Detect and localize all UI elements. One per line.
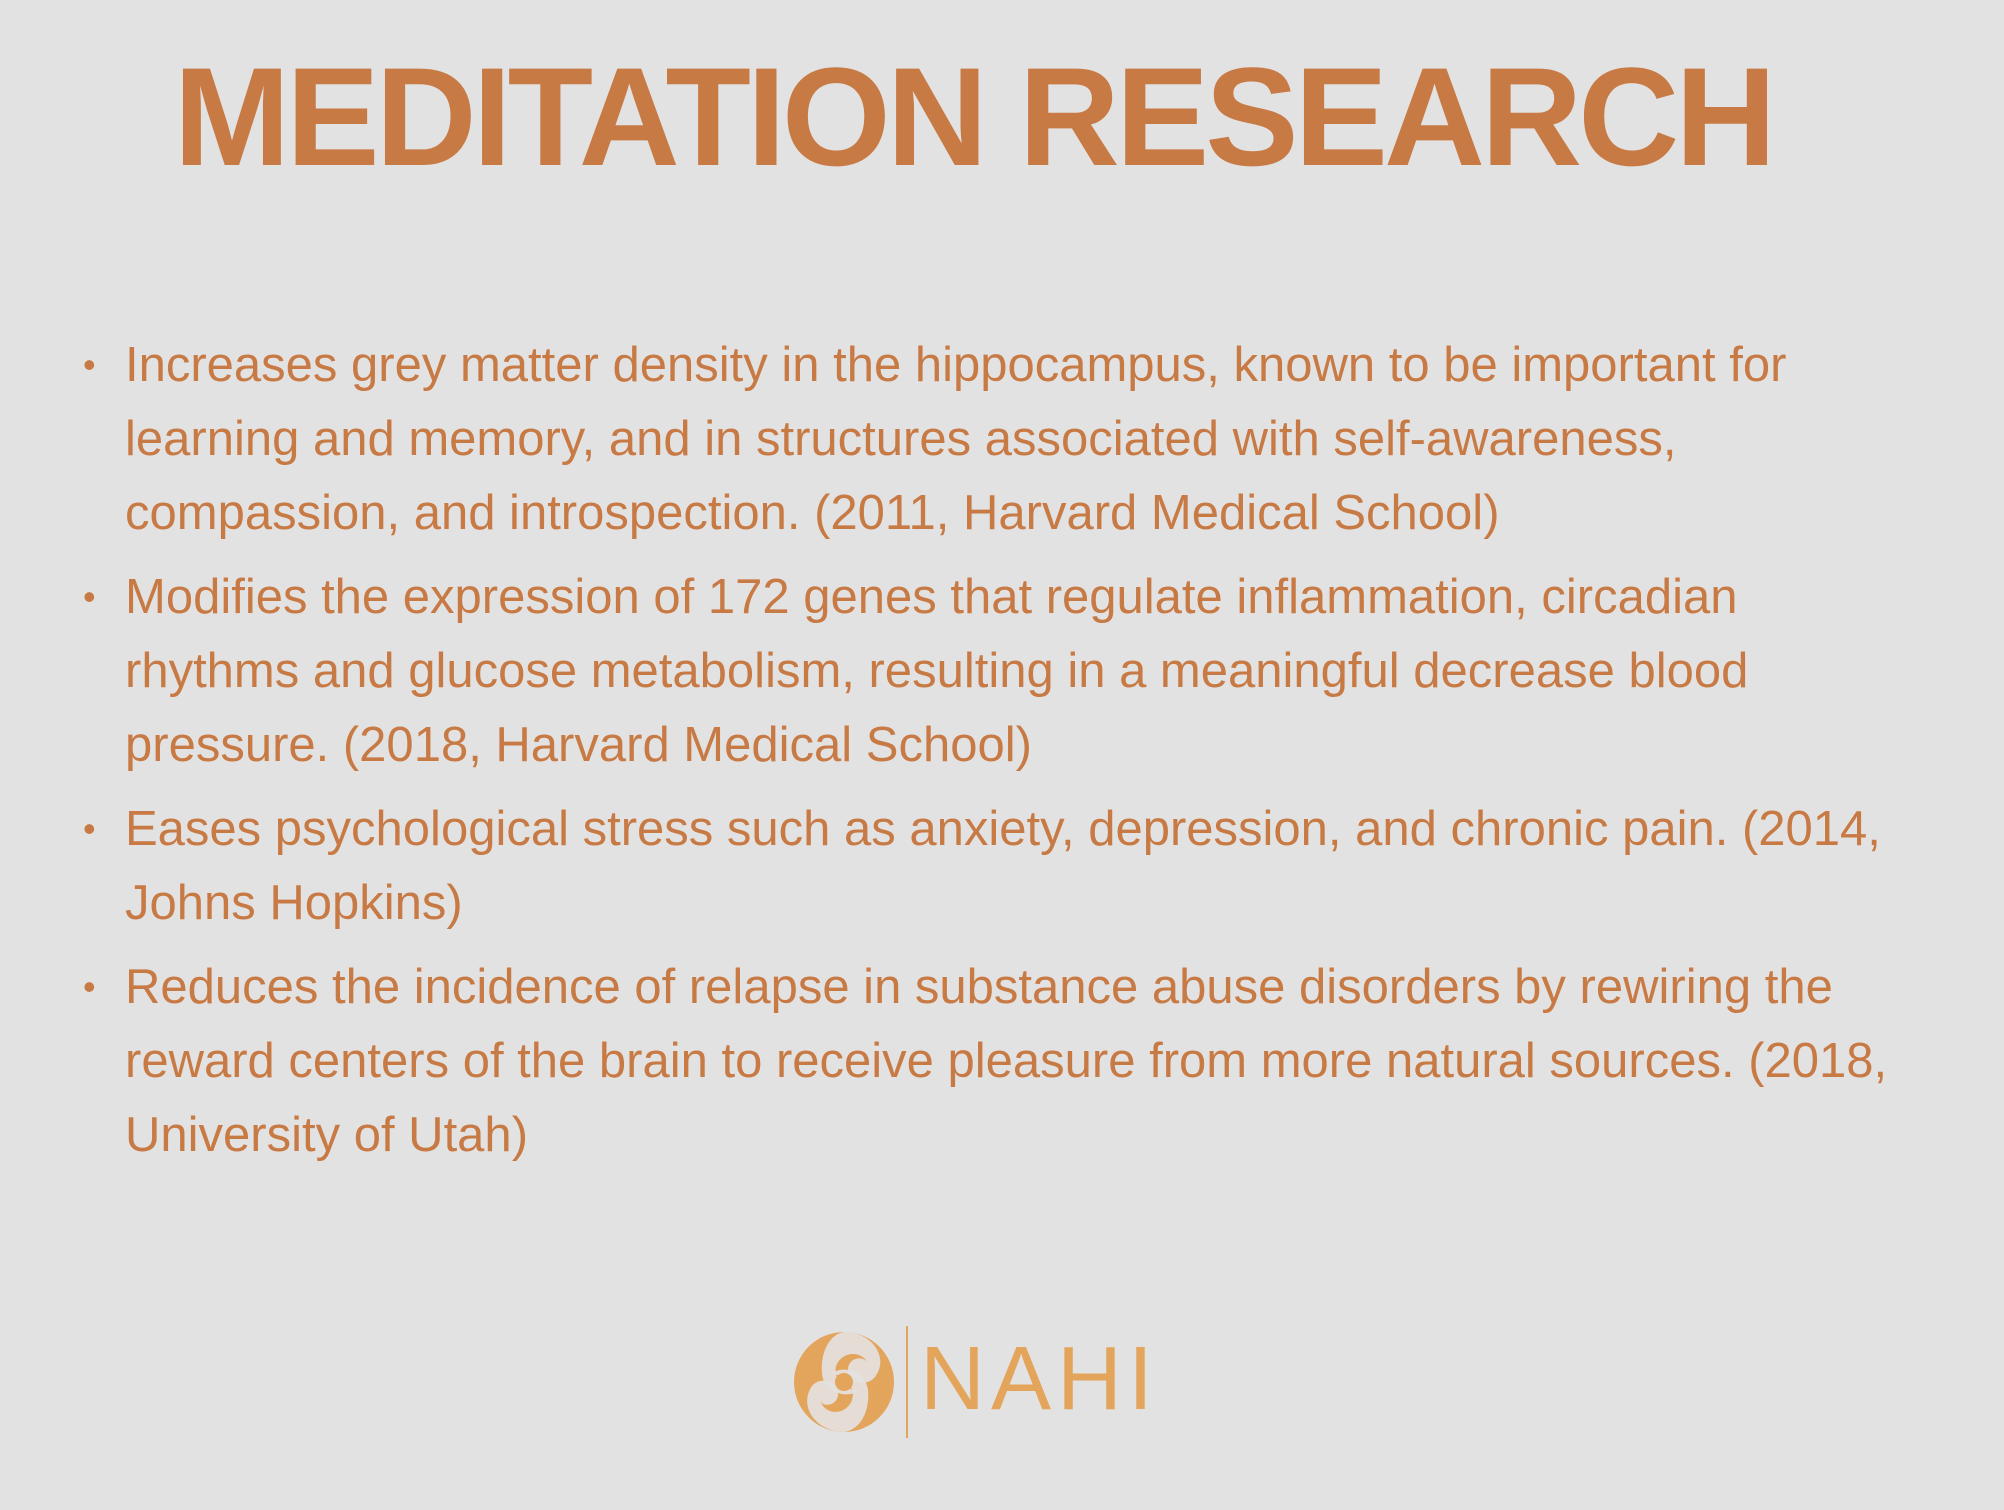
swirl-logo-icon (786, 1322, 906, 1442)
logo-text: NAHI (920, 1329, 1160, 1429)
bullet-list (80, 328, 1900, 1182)
bullet-item (80, 950, 1900, 1172)
bullet-text: Modifies the expression of 172 genes that regulate inflammation, circadian rhythms and glucose metabolism, resulting in a meaningful decrease blood pressure. (2018, Harvard Medical School) (125, 570, 1749, 772)
bullet-dot-icon: • (83, 344, 96, 385)
bullet-text: Increases grey matter density in the hippocampus, known to be important for learning and memory, and in structures associated with self-awareness, compassion, and introspection. (2011, Harvard Medical School) (125, 338, 1787, 540)
bullet-text: Reduces the incidence of relapse in substance abuse disorders by rewiring the reward centers of the brain to receive pleasure from more natural sources. (2018, University of Utah) (125, 960, 1888, 1162)
slide-title: MEDITATION RESEARCH (173, 38, 1773, 195)
bullet-text: Eases psychological stress such as anxiety, depression, and chronic pain. (2014, Johns Hopkins) (125, 802, 1881, 930)
bullet-item (80, 792, 1900, 940)
bullet-dot-icon: • (83, 966, 96, 1007)
bullet-item (80, 560, 1900, 782)
nahi-logo (786, 1322, 1206, 1442)
bullet-dot-icon: • (83, 808, 96, 849)
logo-divider (906, 1326, 908, 1438)
bullet-item (80, 328, 1900, 550)
bullet-dot-icon: • (83, 576, 96, 617)
